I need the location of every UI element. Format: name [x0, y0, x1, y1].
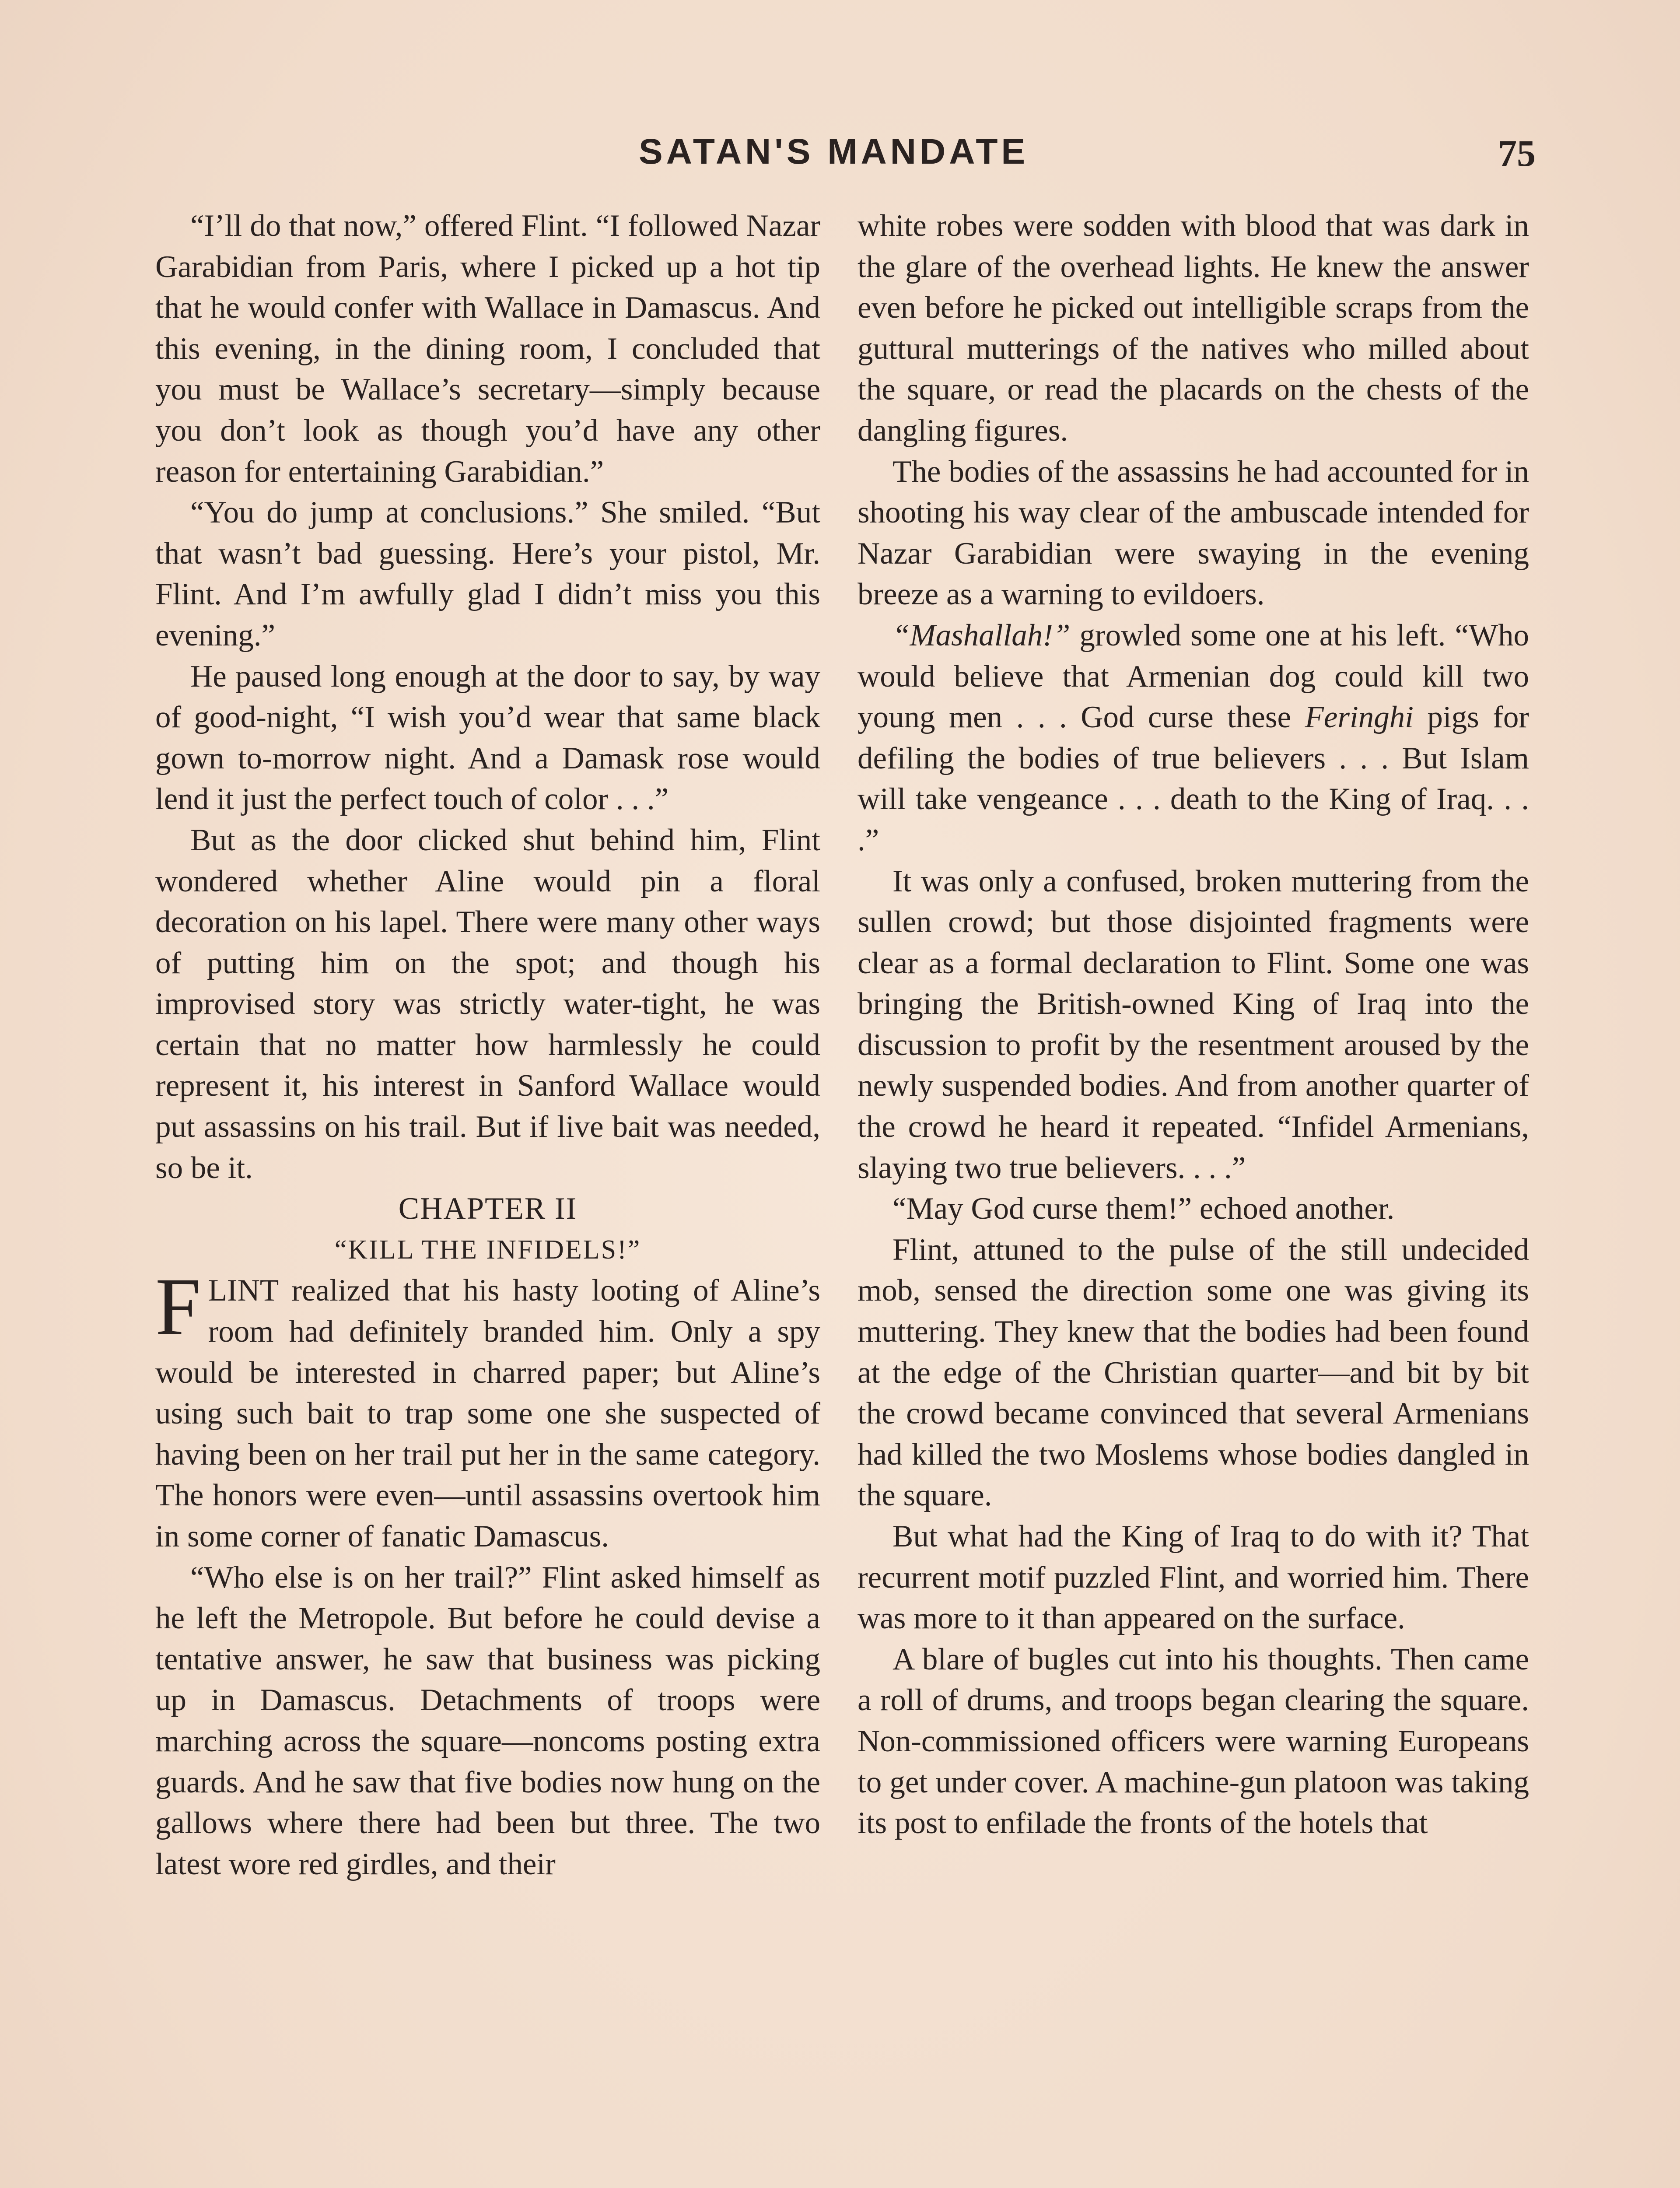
paragraph-text: LINT realized that his hasty looting of Aline’s room had definitely branded him. Only a spy would be interested in charred paper; but Aline’s using such bait to trap some one she suspected of having been on her trail put her in the same category. The honors were even—until assassins overtook him in some corner of fanatic Damascus.	[155, 1273, 820, 1553]
page-header	[158, 131, 1536, 179]
paragraph: The bodies of the assassins he had accounted for in shooting his way clear of the ambuscade intended for Nazar Garabidian were swaying in the evening breeze as a warning to evildoers.	[858, 454, 1529, 612]
chapter-title: CHAPTER II	[398, 1192, 578, 1226]
running-title: SATAN'S MANDATE	[639, 132, 1029, 172]
paragraph: Flint, attuned to the pulse of the still undecided mob, sensed the direction some one was giving its muttering. They knew that the bodies had been found at the edge of the Christian quarter—and bit by bit the crowd became convinced that several Armenians had killed the two Moslems whose bodies dangled in the square.	[858, 1232, 1529, 1513]
paragraph: It was only a confused, broken muttering from the sullen crowd; but those disjointed fragments were clear as a formal declaration to Flint. Some one was bringing the British-owned King of Iraq into the discussion to profit by the resentment aroused by the newly suspended bodies. And from another quarter of the crowd he heard it repeated. “Infidel Armenians, slaying two true believers. . . .”	[858, 864, 1529, 1185]
right-column	[858, 206, 1529, 1844]
paragraph: “May God curse them!” echoed another.	[892, 1192, 1395, 1226]
paragraph-continued: white robes were sodden with blood that was dark in the glare of the overhead lights. He knew the answer even before he picked out intelligible scraps from the guttural mutterings of the natives who milled about the square, or read the placards on the chests of the dangling figures.	[858, 209, 1529, 448]
left-column	[155, 206, 820, 1885]
paragraph: “You do jump at conclusions.” She smiled. “But that wasn’t bad guessing. Here’s your pistol, Mr. Flint. And I’m awfully glad I didn’t miss you this evening.”	[155, 495, 820, 652]
drop-cap: F	[155, 1261, 201, 1353]
paragraph: “I’ll do that now,” offered Flint. “I followed Nazar Garabidian from Paris, where I picked up a hot tip that he would confer with Wallace in Damascus. And this evening, in the dining room, I concluded that you must be Wallace’s secretary—simply because you don’t look as though you’d have any other reason for entertaining Garabidian.”	[155, 209, 820, 489]
paragraph-text: pigs for defiling the bodies of true believers . . . But Islam will take vengeance . . . death to the King of Iraq. . . .”	[858, 700, 1529, 857]
italic-text: Feringhi	[1305, 700, 1414, 735]
paragraph: But what had the King of Iraq to do with it? That recurrent motif puzzled Flint, and worried him. There was more to it than appeared on the surface.	[858, 1519, 1529, 1636]
paragraph	[858, 615, 1529, 861]
paragraph-text: growled some one at his left. “Who would believe that Armenian dog could kill two young men . . . God curse these	[858, 618, 1529, 735]
paragraph: He paused long enough at the door to say, by way of good-night, “I wish you’d wear that same black gown to-morrow night. And a Damask rose would lend it just the perfect touch of color . . .”	[155, 659, 820, 817]
page-number: 75	[1498, 132, 1536, 174]
italic-text: “Mashallah!”	[892, 618, 1071, 652]
chapter-opening-paragraph	[155, 1261, 820, 1557]
paragraph: A blare of bugles cut into his thoughts. Then came a roll of drums, and troops began clearing the square. Non-commissioned officers were warning Europeans to get under cover. A machine-gun platoon was taking its post to enfilade the fronts of the hotels that	[858, 1642, 1529, 1841]
paragraph: But as the door clicked shut behind him, Flint wondered whether Aline would pin a floral decoration on his lapel. There were many other ways of putting him on the spot; and though his improvised story was strictly water-tight, he was certain that no matter how harmlessly he could represent it, his interest in Sanford Wallace would put assassins on his trail. But if live bait was needed, so be it.	[155, 823, 820, 1185]
chapter-subtitle: “KILL THE INFIDELS!”	[334, 1234, 641, 1265]
paragraph: “Who else is on her trail?” Flint asked himself as he left the Metropole. But before he could devise a tentative answer, he saw that business was picking up in Damascus. Detachments of troops were marching across the square—noncoms posting extra guards. And he saw that five bodies now hung on the gallows where there had been but three. The two latest wore red girdles, and their	[155, 1560, 820, 1881]
